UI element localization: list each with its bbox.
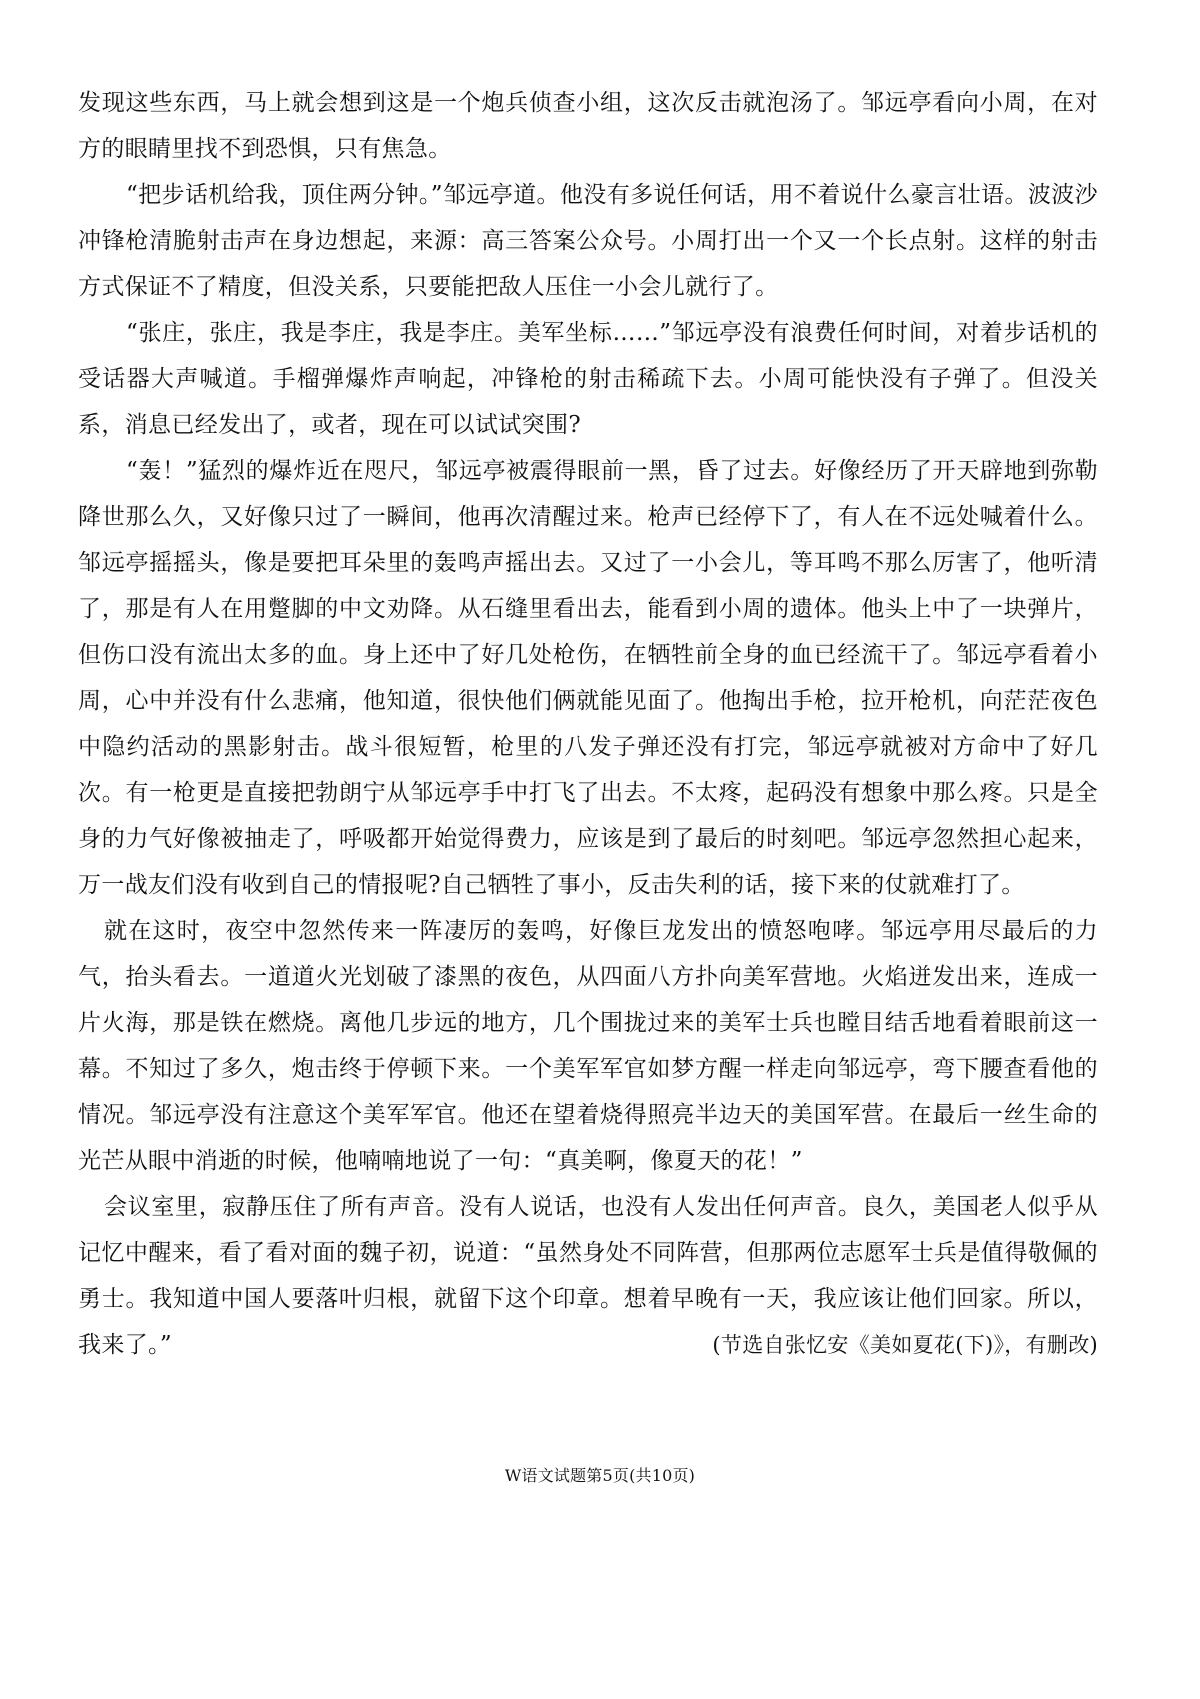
source-note: (节选自张忆安《美如夏花(下)》，有删改) [712, 1333, 1098, 1357]
closing-paragraph-row [78, 1184, 1098, 1368]
document-body [78, 80, 1098, 1368]
paragraph-1: 发现这些东西，马上就会想到这是一个炮兵侦查小组，这次反击就泡汤了。邹远亭看向小周，在对方的眼睛里找不到恐惧，只有焦急。 [78, 90, 1098, 162]
paragraph-6: 会议室里，寂静压住了所有声音。没有人说话，也没有人发出任何声音。良久，美国老人似乎从记忆中醒来，看了看对面的魏子初，说道：“虽然身处不同阵营，但那两位志愿军士兵是值得敬佩的勇士。我知道中国人要落叶归根，就留下这个印章。想着早晚有一天，我应该让他们回家。所以，我来了。” [78, 1194, 1098, 1358]
paragraph-2: “把步话机给我，顶住两分钟。”邹远亭道。他没有多说任何话，用不着说什么豪言壮语。波波沙冲锋枪清脆射击声在身边想起，来源：高三答案公众号。小周打出一个又一个长点射。这样的射击方式保证不了精度，但没关系，只要能把敌人压住一小会儿就行了。 [78, 182, 1098, 300]
paragraph-5: 就在这时，夜空中忽然传来一阵凄厉的轰鸣，好像巨龙发出的愤怒咆哮。邹远亭用尽最后的力气，抬头看去。一道道火光划破了漆黑的夜色，从四面八方扑向美军营地。火焰迸发出来，连成一片火海，那是铁在燃烧。离他几步远的地方，几个围拢过来的美军士兵也瞠目结舌地看着眼前这一幕。不知过了多久，炮击终于停顿下来。一个美军军官如梦方醒一样走向邹远亭，弯下腰查看他的情况。邹远亭没有注意这个美军军官。他还在望着烧得照亮半边天的美国军营。在最后一丝生命的光芒从眼中消逝的时候，他喃喃地说了一句：“真美啊，像夏天的花！” [78, 918, 1098, 1174]
page-footer: W语文试题第5页(共10页) [504, 1466, 696, 1485]
paragraph-4: “轰！”猛烈的爆炸近在咫尺，邹远亭被震得眼前一黑，昏了过去。好像经历了开天辟地到弥勒降世那么久，又好像只过了一瞬间，他再次清醒过来。枪声已经停下了，有人在不远处喊着什么。邹远亭摇摇头，像是要把耳朵里的轰鸣声摇出去。又过了一小会儿，等耳鸣不那么厉害了，他听清了，那是有人在用蹩脚的中文劝降。从石缝里看出去，能看到小周的遗体。他头上中了一块弹片，但伤口没有流出太多的血。身上还中了好几处枪伤，在牺牲前全身的血已经流干了。邹远亭看着小周，心中并没有什么悲痛，他知道，很快他们俩就能见面了。他掏出手枪，拉开枪机，向茫茫夜色中隐约活动的黑影射击。战斗很短暂，枪里的八发子弹还没有打完，邹远亭就被对方命中了好几次。有一枪更是直接把勃朗宁从邹远亭手中打飞了出去。不太疼，起码没有想象中那么疼。只是全身的力气好像被抽走了，呼吸都开始觉得费力，应该是到了最后的时刻吧。邹远亭忽然担心起来，万一战友们没有收到自己的情报呢?自己牺牲了事小，反击失利的话，接下来的仗就难打了。 [78, 458, 1098, 898]
paragraph-3: “张庄，张庄，我是李庄，我是李庄。美军坐标……”邹远亭没有浪费任何时间，对着步话机的受话器大声喊道。手榴弹爆炸声响起，冲锋枪的射击稀疏下去。小周可能快没有子弹了。但没关系，消息已经发出了，或者，现在可以试试突围? [78, 320, 1098, 438]
